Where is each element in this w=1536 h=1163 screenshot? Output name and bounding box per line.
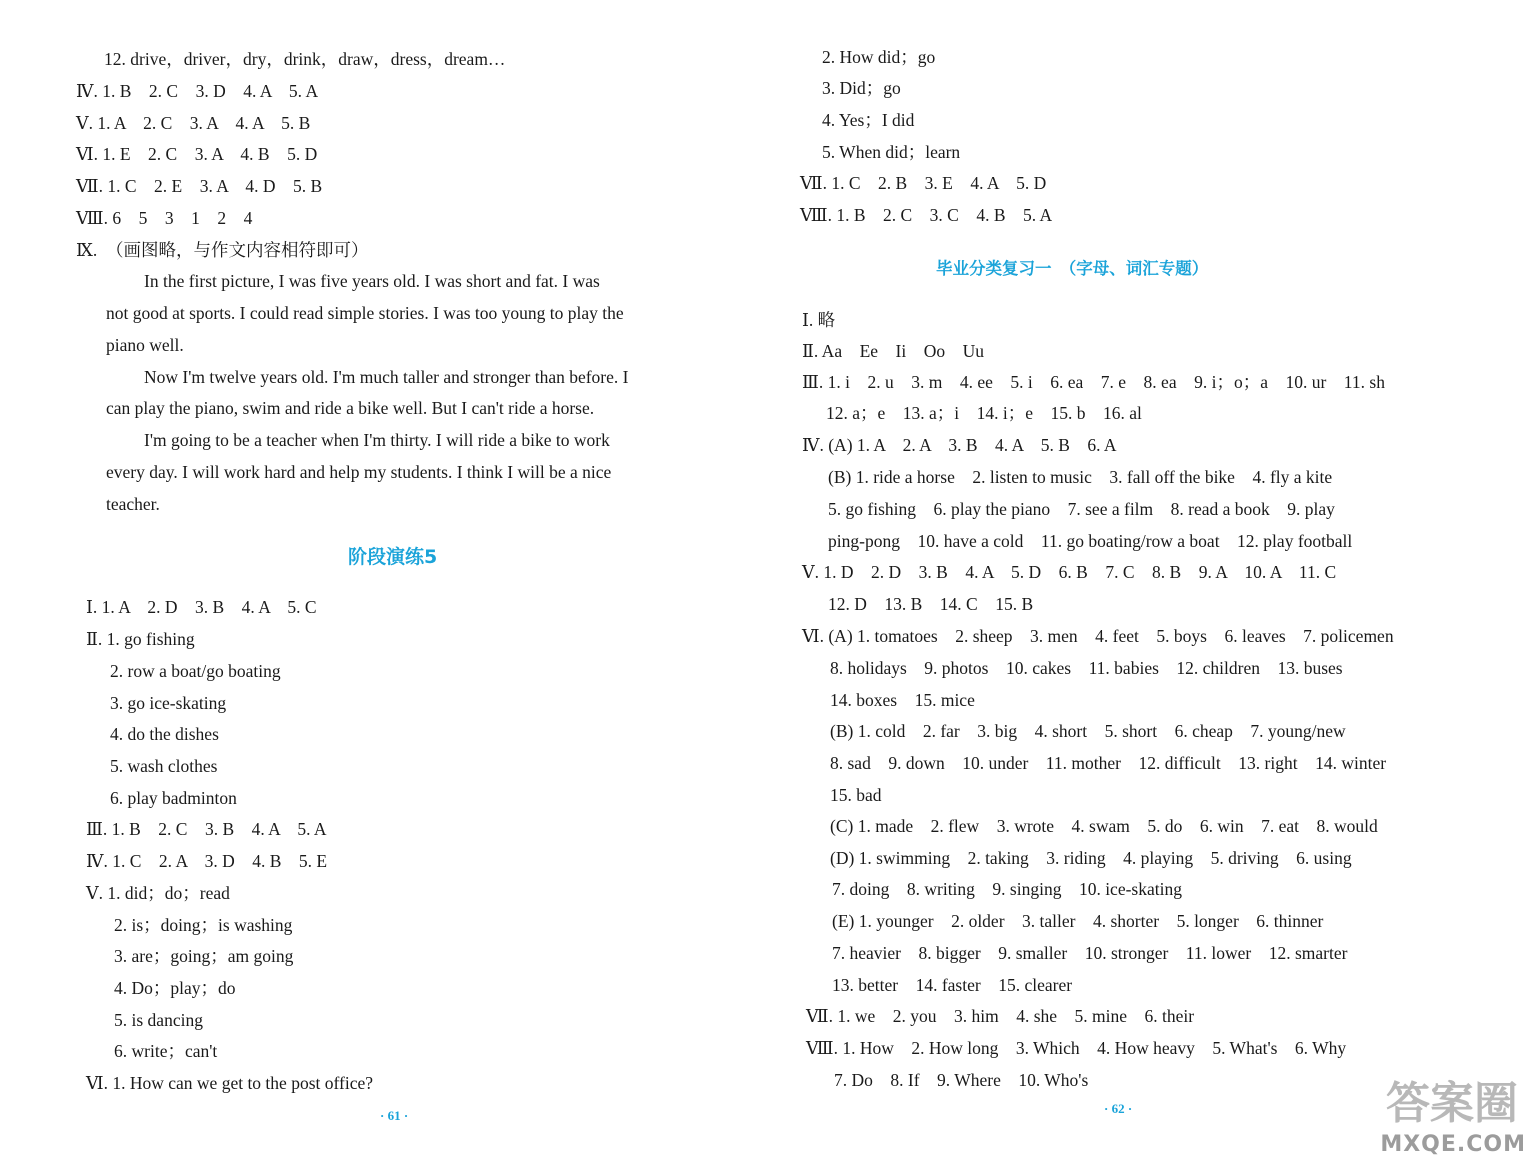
answer-line: 15. bad [830, 785, 882, 805]
answer-line: Ⅱ. Aa Ee Ii Oo Uu [802, 341, 985, 361]
watermark-site: MXQE.COM [1380, 1132, 1526, 1157]
essay-line: In the first picture, I was five years old. I was short and fat. I was [144, 271, 600, 291]
section-title: 阶段演练5 [348, 546, 438, 568]
answer-line: 8. sad 9. down 10. under 11. mother 12. difficult 13. right 14. winter [830, 753, 1387, 773]
answer-line: 4. Do；play；do [114, 978, 236, 998]
answer-line: 8. holidays 9. photos 10. cakes 11. babies 12. children 13. buses [830, 658, 1343, 678]
answer-line: (D) 1. swimming 2. taking 3. riding 4. playing 5. driving 6. using [830, 848, 1352, 868]
answer-line: Ⅴ. 1. did；do；read [86, 883, 230, 903]
answer-line: (B) 1. cold 2. far 3. big 4. short 5. short 6. cheap 7. young/new [830, 721, 1346, 741]
answer-line: 4. Yes；I did [822, 110, 915, 130]
answer-line: 2. row a boat/go boating [110, 661, 281, 681]
essay-line: Now I'm twelve years old. I'm much taller and stronger than before. I [144, 367, 629, 387]
answer-line: 12. D 13. B 14. C 15. B [828, 594, 1034, 614]
right-page [770, 0, 1536, 1163]
page-number: · 61 · [380, 1108, 409, 1123]
essay-line: can play the piano, swim and ride a bike well. But I can't ride a horse. [106, 398, 595, 418]
answer-line: 3. are；going；am going [114, 946, 294, 966]
answer-line: Ⅱ. 1. go fishing [86, 629, 195, 649]
essay-line: every day. I will work hard and help my students. I think I will be a nice [106, 462, 612, 482]
essay-line: not good at sports. I could read simple stories. I was too young to play the [106, 303, 624, 323]
answer-line: Ⅴ. 1. A 2. C 3. A 4. A 5. B [76, 113, 311, 133]
answer-line: 7. heavier 8. bigger 9. smaller 10. stronger 11. lower 12. smarter [832, 943, 1348, 963]
answer-line: 13. better 14. faster 15. clearer [832, 975, 1073, 995]
answer-line: (E) 1. younger 2. older 3. taller 4. shorter 5. longer 6. thinner [832, 911, 1324, 931]
answer-line: Ⅷ. 1. How 2. How long 3. Which 4. How heavy 5. What's 6. Why [806, 1038, 1347, 1058]
page-number: · 62 · [1104, 1101, 1133, 1116]
answer-line: Ⅳ. 1. C 2. A 3. D 4. B 5. E [86, 851, 328, 871]
answer-line: Ⅸ. （画图略，与作文内容相符即可） [76, 240, 369, 260]
answer-line: (C) 1. made 2. flew 3. wrote 4. swam 5. do 6. win 7. eat 8. would [830, 816, 1378, 836]
answer-line: 3. Did；go [822, 78, 901, 98]
answer-line: 7. Do 8. If 9. Where 10. Who's [834, 1070, 1089, 1090]
answer-line: 2. How did；go [822, 47, 936, 67]
essay-line: piano well. [106, 335, 184, 355]
answer-line: (B) 1. ride a horse 2. listen to music 3. fall off the bike 4. fly a kite [828, 467, 1333, 487]
answer-line: 6. write；can't [114, 1041, 218, 1061]
answer-line: 14. boxes 15. mice [830, 690, 975, 710]
answer-line: 5. wash clothes [110, 756, 218, 776]
answer-line: Ⅵ. 1. E 2. C 3. A 4. B 5. D [76, 144, 318, 164]
answer-line: Ⅵ. (A) 1. tomatoes 2. sheep 3. men 4. feet 5. boys 6. leaves 7. policemen [802, 626, 1394, 646]
essay-line: I'm going to be a teacher when I'm thirty. I will ride a bike to work [144, 430, 610, 450]
answer-line: ping-pong 10. have a cold 11. go boating/row a boat 12. play football [828, 531, 1353, 551]
answer-line: 7. doing 8. writing 9. singing 10. ice-skating [832, 879, 1182, 899]
essay-line: teacher. [106, 494, 160, 514]
answer-line: 5. When did；learn [822, 142, 961, 162]
watermark-logo: 答案圈 [1386, 1078, 1518, 1129]
answer-line: Ⅳ. (A) 1. A 2. A 3. B 4. A 5. B 6. A [802, 435, 1117, 455]
answer-line: Ⅵ. 1. How can we get to the post office? [86, 1073, 373, 1093]
answer-line: Ⅶ. 1. we 2. you 3. him 4. she 5. mine 6. their [806, 1006, 1195, 1026]
answer-line: 3. go ice-skating [110, 693, 227, 713]
left-page [0, 0, 760, 1163]
answer-line: Ⅲ. 1. B 2. C 3. B 4. A 5. A [86, 819, 327, 839]
answer-line: 2. is；doing；is washing [114, 915, 293, 935]
answer-line: 6. play badminton [110, 788, 237, 808]
answer-line: Ⅳ. 1. B 2. C 3. D 4. A 5. A [76, 81, 319, 101]
answer-line: Ⅴ. 1. D 2. D 3. B 4. A 5. D 6. B 7. C 8. B 9. A 10. A 11. C [802, 562, 1337, 582]
answer-line: 4. do the dishes [110, 724, 219, 744]
answer-line: Ⅶ. 1. C 2. E 3. A 4. D 5. B [76, 176, 323, 196]
answer-line: 12. a；e 13. a；i 14. i；e 15. b 16. al [826, 403, 1142, 423]
answer-line: Ⅲ. 1. i 2. u 3. m 4. ee 5. i 6. ea 7. e 8. ea 9. i；o；a 10. ur 11. sh [802, 372, 1385, 392]
answer-line: Ⅷ. 1. B 2. C 3. C 4. B 5. A [800, 205, 1053, 225]
section-title: 毕业分类复习一 （字母、词汇专题） [936, 259, 1209, 278]
answer-line: 12. drive，driver，dry，drink，draw，dress，dream… [104, 49, 506, 69]
answer-line: Ⅶ. 1. C 2. B 3. E 4. A 5. D [800, 173, 1047, 193]
answer-line: Ⅰ. 1. A 2. D 3. B 4. A 5. C [86, 597, 317, 617]
answer-line: Ⅷ. 6 5 3 1 2 4 [76, 208, 253, 228]
answer-line: 5. is dancing [114, 1010, 203, 1030]
answer-line: 5. go fishing 6. play the piano 7. see a film 8. read a book 9. play [828, 499, 1335, 519]
answer-line: Ⅰ. 略 [802, 310, 836, 330]
